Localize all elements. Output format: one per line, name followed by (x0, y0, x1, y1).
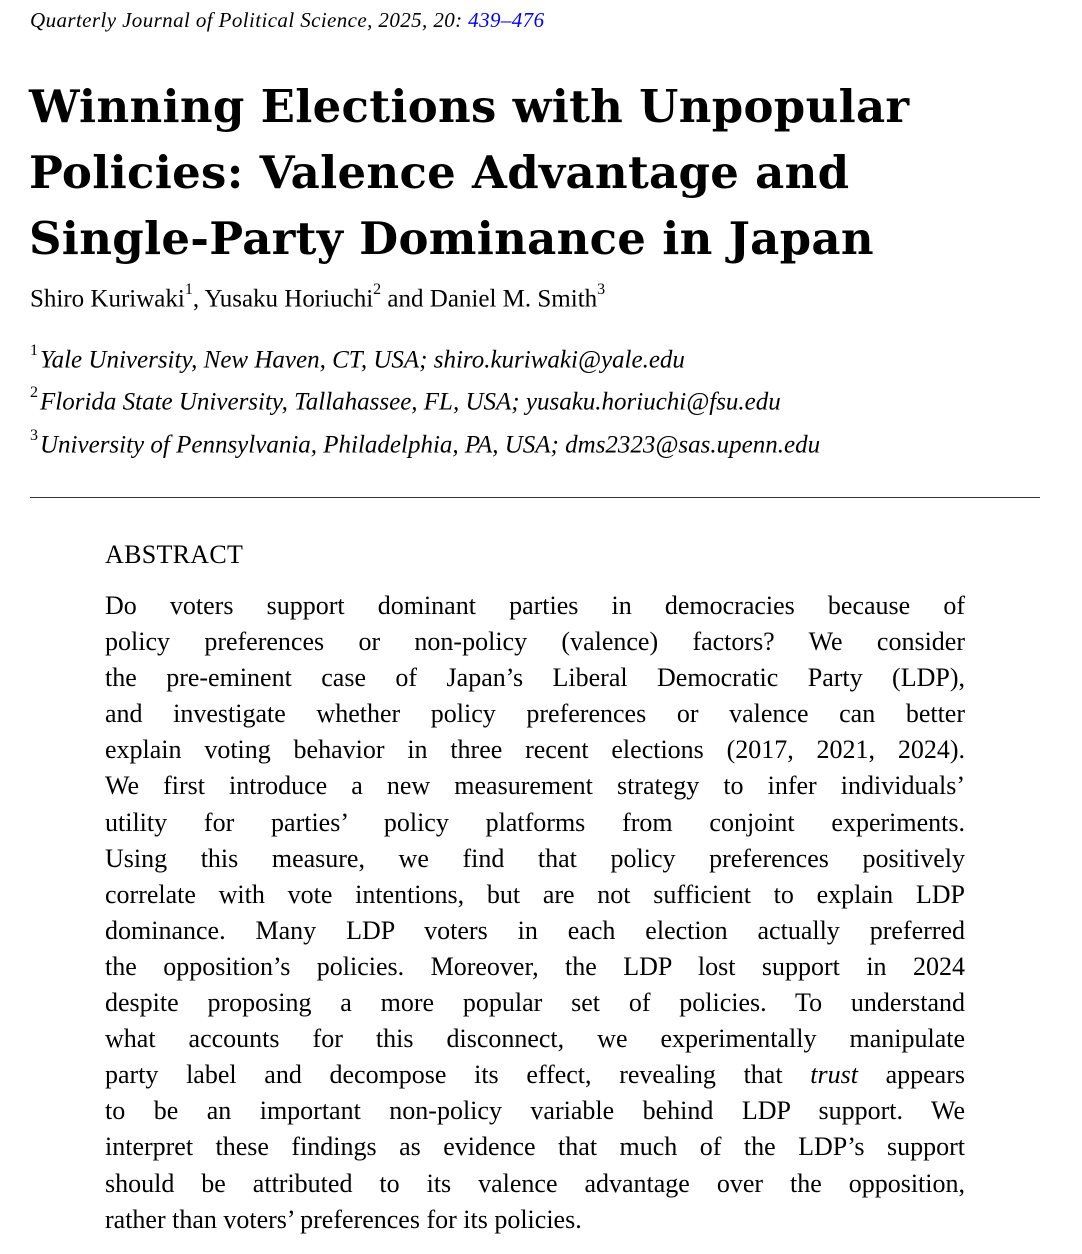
abstract-line: utility for parties’ policy platforms from conjoint experiments. (105, 807, 965, 837)
journal-name: Quarterly Journal of Political Science, 2025, 20: (30, 8, 469, 32)
title-line: Winning Elections with Unpopular (29, 80, 910, 133)
author-affiliation-marker: 1 (184, 281, 193, 298)
abstract-body (105, 588, 965, 1238)
abstract-line: Using this measure, we find that policy preferences positively (105, 843, 965, 873)
author-affiliation-marker: 2 (373, 281, 382, 298)
affiliation-marker: 3 (30, 426, 38, 444)
author-affiliation-marker: 3 (597, 281, 606, 298)
affiliation-list (30, 336, 820, 463)
abstract-text: party label and decompose its effect, revealing that (105, 1060, 811, 1090)
author-list (30, 281, 606, 313)
abstract-line: should be attributed to its valence advantage over the opposition, (105, 1168, 965, 1198)
affiliation-text: Yale University, New Haven, CT, USA; shiro.kuriwaki@yale.edu (40, 346, 685, 374)
affiliation-marker: 1 (30, 342, 38, 359)
abstract-line: dominance. Many LDP voters in each election actually preferred (105, 915, 965, 945)
abstract-heading: ABSTRACT (105, 540, 244, 569)
horizontal-divider (30, 497, 1040, 498)
abstract-text: appears (857, 1060, 965, 1090)
author-separator: and (381, 285, 430, 313)
abstract-line: explain voting behavior in three recent elections (2017, 2021, 2024). (105, 735, 965, 765)
emphasized-word: trust (810, 1060, 858, 1090)
affiliation-item (30, 421, 820, 463)
affiliation-item (30, 336, 820, 378)
affiliation-text: Florida State University, Tallahassee, FL, USA; yusaku.horiuchi@fsu.edu (40, 388, 781, 416)
abstract-line: correlate with vote intentions, but are not sufficient to explain LDP (105, 879, 965, 909)
affiliation-marker: 2 (30, 384, 38, 402)
author-separator: , (192, 285, 205, 313)
title-line: Single-Party Dominance in Japan (29, 212, 874, 265)
author-name: Shiro Kuriwaki (30, 285, 185, 313)
journal-citation (30, 8, 544, 33)
abstract-line: interpret these findings as evidence that much of the LDP’s support (105, 1132, 965, 1162)
author-name: Daniel M. Smith (429, 285, 598, 313)
abstract-line: Do voters support dominant parties in democracies because of (105, 591, 965, 620)
title-line: Policies: Valence Advantage and (29, 146, 850, 199)
abstract-line: the pre-eminent case of Japan’s Liberal Democratic Party (LDP), (105, 663, 965, 693)
abstract-line: to be an important non-policy variable behind LDP support. We (105, 1096, 965, 1126)
abstract-line (105, 1057, 965, 1093)
abstract-line: We first introduce a new measurement strategy to infer individuals’ (105, 771, 965, 801)
abstract-line: the opposition’s policies. Moreover, the LDP lost support in 2024 (105, 951, 965, 981)
author-name: Yusaku Horiuchi (204, 285, 374, 313)
affiliation-item (30, 378, 820, 420)
page-range-link[interactable]: 439–476 (468, 8, 545, 32)
abstract-line: what accounts for this disconnect, we experimentally manipulate (105, 1024, 965, 1054)
affiliation-text: University of Pennsylvania, Philadelphia, PA, USA; dms2323@sas.upenn.edu (40, 430, 821, 458)
abstract-line: policy preferences or non-policy (valence) factors? We consider (105, 627, 965, 657)
abstract-line: and investigate whether policy preferences or valence can better (105, 699, 965, 729)
abstract-line: despite proposing a more popular set of policies. To understand (105, 988, 965, 1018)
abstract-line: rather than voters’ preferences for its policies. (105, 1204, 582, 1234)
paper-title (29, 74, 989, 272)
